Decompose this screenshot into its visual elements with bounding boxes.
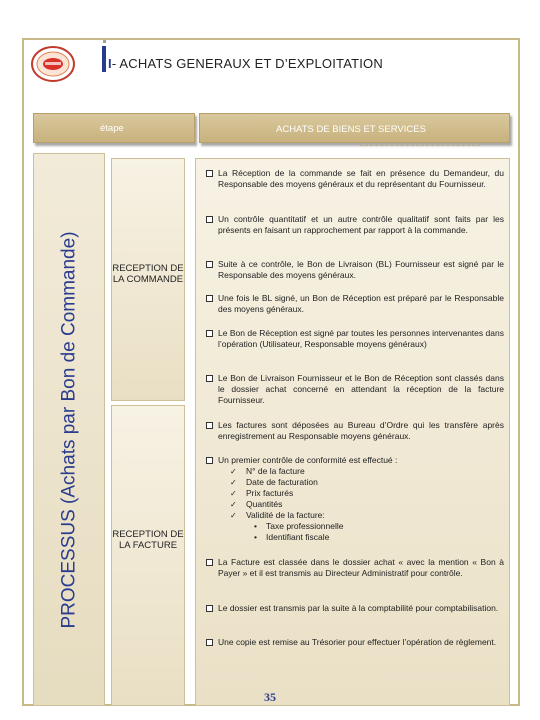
checkbox-bullet-icon	[206, 422, 213, 429]
header-accent-bar	[102, 46, 106, 72]
list-item: Une fois le BL signé, un Bon de Réception est préparé par le Responsable des moyens généraux.	[218, 293, 504, 315]
checkbox-bullet-icon	[206, 295, 213, 302]
page-title-text: - ACHATS GENERAUX ET D’EXPLOITATION	[111, 56, 383, 71]
checkbox-bullet-icon	[206, 457, 213, 464]
checklist	[218, 466, 504, 543]
checkbox-bullet-icon	[206, 605, 213, 612]
header-mark	[103, 40, 106, 43]
checkbox-bullet-icon	[206, 261, 213, 268]
list-item: Le Bon de Réception est signé par toutes les personnes intervenantes dans l’opération (Utilisateur, Responsable moyens généraux)	[218, 328, 504, 350]
list-item: Les factures sont déposées au Bureau d’Ordre qui les transfère après enregistrement au Responsable moyens généraux.	[218, 420, 504, 442]
checkbox-bullet-icon	[206, 639, 213, 646]
list-item: Un premier contrôle de conformité est effectué : ✓ N° de la facture ✓ Date de facturation ✓ Prix facturés ✓ Quantités ✓ Validité de la facture: • Taxe professionnelle • Identifiant fiscale	[218, 455, 504, 543]
step-cell-reception-commande	[111, 158, 185, 401]
list-item: Suite à ce contrôle, le Bon de Livraison (BL) Fournisseur est signé par le Responsable des moyens généraux.	[218, 259, 504, 281]
section-header-cell	[199, 113, 510, 143]
check-item: ✓ Prix facturés	[218, 488, 504, 499]
checkbox-bullet-icon	[206, 170, 213, 177]
list-item: Le Bon de Livraison Fournisseur et le Bon de Réception sont classés dans le dossier achat concerné en attendant la réception de la facture Fournisseur.	[218, 373, 504, 406]
checkbox-bullet-icon	[206, 330, 213, 337]
header-underline	[360, 145, 480, 148]
process-title-container	[33, 153, 105, 706]
step-label: RECEPTION DE LA FACTURE	[112, 529, 184, 551]
check-item: ✓ Validité de la facture:	[218, 510, 504, 521]
check-item: ✓ N° de la facture	[218, 466, 504, 477]
section-label: ACHATS DE BIENS ET SERVICES	[276, 124, 426, 135]
step-cell-reception-facture	[111, 405, 185, 706]
check-item: ✓ Date de facturation	[218, 477, 504, 488]
list-item: Une copie est remise au Trésorier pour effectuer l’opération de règlement.	[218, 637, 504, 648]
page-title	[108, 56, 383, 71]
etape-label: étape	[100, 123, 124, 134]
checkbox-bullet-icon	[206, 216, 213, 223]
checkbox-bullet-icon	[206, 559, 213, 566]
sub-item: • Taxe professionnelle	[218, 521, 504, 532]
step-label: RECEPTION DE LA COMMANDE	[112, 263, 184, 285]
company-logo	[30, 45, 76, 83]
section-roman-numeral: I	[108, 56, 112, 71]
check-item: ✓ Quantités	[218, 499, 504, 510]
page-number: 35	[264, 690, 276, 704]
etape-header-cell	[33, 113, 195, 143]
process-title: PROCESSUS (Achats par Bon de Commande)	[58, 230, 80, 629]
sub-item: • Identifiant fiscale	[218, 532, 504, 543]
list-item: Le dossier est transmis par la suite à la comptabilité pour comptabilisation.	[218, 603, 504, 614]
list-item: La Facture est classée dans le dossier achat « avec la mention « Bon à Payer » et il est transmis au Directeur Administratif pour contrôle.	[218, 557, 504, 579]
list-item: Un contrôle quantitatif et un autre contrôle qualitatif sont faits par les présents en faisant un rapprochement par rapport à la commande.	[218, 214, 504, 236]
checkbox-bullet-icon	[206, 375, 213, 382]
list-item: La Réception de la commande se fait en présence du Demandeur, du Responsable des moyens généraux et du représentant du Fournisseur.	[218, 168, 504, 190]
